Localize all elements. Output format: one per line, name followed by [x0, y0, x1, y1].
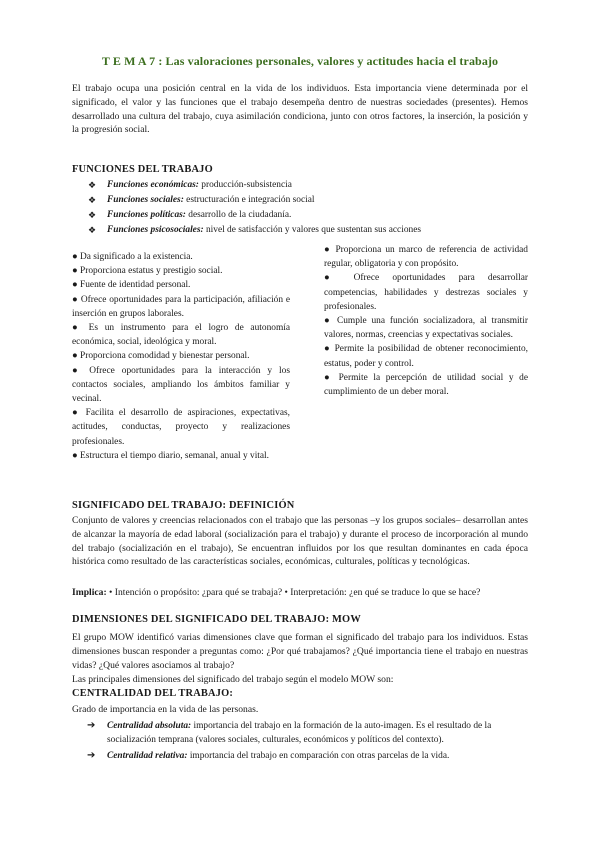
- diamond-bullet-icon: ❖: [88, 225, 97, 235]
- diamond-bullet-icon: ❖: [88, 180, 97, 190]
- list-item: ● Permite la percepción de utilidad social y de cumplimiento de un deber moral.: [324, 372, 528, 398]
- item-text: producción-subsistencia: [198, 180, 292, 190]
- item-label: Funciones políticas:: [107, 210, 186, 220]
- implica-paragraph: [72, 586, 528, 600]
- item-label: Funciones económicas:: [107, 180, 199, 190]
- item-label: Centralidad relativa:: [107, 751, 188, 761]
- item-text: desarrollo de la ciudadanía.: [185, 210, 292, 220]
- list-item: ● Estructura el tiempo diario, semanal, anual y vital.: [72, 450, 270, 461]
- list-item: [88, 223, 528, 238]
- significado-paragraph: Conjunto de valores y creencias relacionados con el trabajo que las personas –y los grupos sociales– desarrollan antes de alcanzar la mayoría de edad laboral (socialización para el trabajo) y durante el proceso de incorporación al mundo del trabajo (socialización en el trabajo), Se encuentran influidos por los que resultan dominantes en cada época histórica como resultado de las características sociales, económicas, culturales, políticas y tecnológicas.: [72, 515, 528, 568]
- left-column: [72, 250, 290, 463]
- list-item: ● Cumple una función socializadora, al transmitir valores, normas, creencias y expectativas sociales.: [324, 316, 528, 341]
- diamond-bullet-icon: ❖: [88, 210, 97, 220]
- item-text: importancia del trabajo en la formación de la auto-imagen. Es el resultado de la socialización temprana (valores sociales, culturales, económicos y políticos del contexto).: [107, 721, 492, 745]
- list-item: ● Permite la posibilidad de obtener reconocimiento, estatus, poder y control.: [324, 344, 528, 369]
- right-column: [324, 243, 528, 399]
- list-item: [88, 208, 528, 223]
- centralidad-heading: CENTRALIDAD DEL TRABAJO:: [72, 688, 234, 699]
- dimensiones-heading: DIMENSIONES DEL SIGNIFICADO DEL TRABAJO: MOW: [72, 614, 361, 625]
- item-text: estructuración e integración social: [183, 195, 315, 205]
- page-title: T E M A 7 : Las valoraciones personales, valores y actitudes hacia el trabajo: [101, 54, 499, 68]
- mow-intro-line: Las principales dimensiones del significado del trabajo según el modelo MOW son:: [72, 674, 394, 685]
- implica-text: • Intención o propósito: ¿para qué se trabaja? • Interpretación: ¿en qué se traduce lo que se hace?: [106, 587, 481, 598]
- implica-label: Implica:: [72, 587, 107, 598]
- arrow-right-icon: ➔: [87, 720, 96, 731]
- list-item: ● Da significado a la existencia.: [72, 252, 193, 262]
- diamond-bullet-icon: ❖: [88, 195, 97, 205]
- item-text: nivel de satisfacción y valores que sustentan sus acciones: [203, 225, 422, 235]
- item-label: Funciones sociales:: [107, 195, 184, 205]
- list-item: ● Fuente de identidad personal.: [72, 280, 191, 291]
- significado-heading: SIGNIFICADO DEL TRABAJO: DEFINICIÓN: [72, 500, 295, 511]
- centralidad-list: [87, 719, 528, 765]
- mow-paragraph: El grupo MOW identificó varias dimensiones clave que forman el significado del trabajo para los individuos. Estas dimensiones buscan responder a preguntas como: ¿Por qué trabajamos? ¿Qué importancia tiene el trabajo en nuestras vidas? ¿Qué valores asociamos al trabajo?: [72, 632, 528, 671]
- funciones-heading: FUNCIONES DEL TRABAJO: [72, 164, 213, 175]
- list-item: ● Proporciona comodidad y bienestar personal.: [72, 351, 250, 362]
- centralidad-grado: Grado de importancia en la vida de las personas.: [72, 704, 259, 715]
- list-item: ● Es un instrumento para el logro de autonomía económica, social, ideológica y moral.: [72, 323, 290, 348]
- list-item: ● Proporciona estatus y prestigio social.: [72, 266, 223, 277]
- funciones-list: [88, 178, 528, 238]
- list-item: ● Ofrece oportunidades para desarrollar competencias, habilidades y destrezas sociales y profesionales.: [324, 273, 528, 312]
- list-item: ● Ofrece oportunidades para la participación, afiliación e inserción en grupos laborales.: [72, 294, 290, 319]
- item-label: Funciones psicosociales:: [107, 225, 204, 235]
- list-item: ● Ofrece oportunidades para la interacción y los contactos sociales, ampliando los ámbitos familiar y vecinal.: [72, 365, 290, 405]
- list-item: [87, 749, 528, 763]
- item-label: Centralidad absoluta:: [107, 721, 192, 731]
- item-text: importancia del trabajo en comparación con otras parcelas de la vida.: [187, 751, 450, 761]
- list-item: ● Proporciona un marco de referencia de actividad regular, obligatoria y con propósito.: [324, 245, 528, 270]
- list-item: [87, 719, 528, 747]
- intro-paragraph: El trabajo ocupa una posición central en la vida de los individuos. Esta importancia viene determinada por el significado, el valor y las funciones que el trabajo desempeña dentro de nuestras sociedades (presentes). Hemos desarrollado una cultura del trabajo, cuya asimilación condiciona, junto con otros factores, la inserción, la posición y la progresión social.: [72, 83, 528, 136]
- list-item: [88, 178, 528, 193]
- list-item: [88, 193, 528, 208]
- list-item: ● Facilita el desarrollo de aspiraciones, expectativas, actitudes, conductas, proyecto y realizaciones profesionales.: [72, 408, 290, 447]
- arrow-right-icon: ➔: [87, 750, 96, 761]
